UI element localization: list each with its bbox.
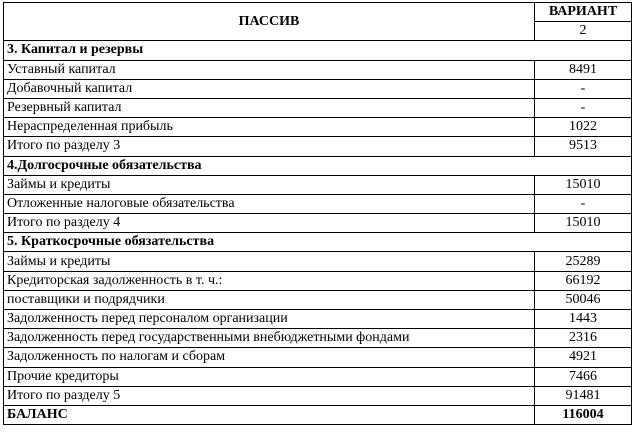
balance-total-row bbox=[4, 405, 632, 424]
variant-number: 2 bbox=[535, 22, 632, 41]
row-label: Займы и кредиты bbox=[4, 252, 535, 271]
row-value: 9513 bbox=[535, 137, 632, 156]
table-row bbox=[4, 310, 632, 329]
row-value: 2316 bbox=[535, 329, 632, 348]
balance-label: БАЛАНС bbox=[4, 405, 535, 424]
row-value: - bbox=[535, 98, 632, 117]
row-value: 8491 bbox=[535, 60, 632, 79]
row-value: 1443 bbox=[535, 310, 632, 329]
row-label: Кредиторская задолженность в т. ч.: bbox=[4, 271, 535, 290]
row-value: 15010 bbox=[535, 175, 632, 194]
table-row bbox=[4, 386, 632, 405]
row-label: Задолженность перед государственными внебюджетными фондами bbox=[4, 329, 535, 348]
row-label: Уставный капитал bbox=[4, 60, 535, 79]
row-value: 4921 bbox=[535, 348, 632, 367]
table-row bbox=[4, 137, 632, 156]
row-value: 1022 bbox=[535, 118, 632, 137]
section-title-row bbox=[4, 41, 632, 60]
section-4-title: 4.Долгосрочные обязательства bbox=[4, 156, 632, 175]
table-row bbox=[4, 194, 632, 213]
row-label: Резервный капитал bbox=[4, 98, 535, 117]
row-value: - bbox=[535, 194, 632, 213]
row-label: Займы и кредиты bbox=[4, 175, 535, 194]
row-value: 7466 bbox=[535, 367, 632, 386]
table-row bbox=[4, 175, 632, 194]
row-label: поставщики и подрядчики bbox=[4, 290, 535, 309]
table-row bbox=[4, 329, 632, 348]
row-value: 66192 bbox=[535, 271, 632, 290]
row-label: Задолженность перед персоналом организации bbox=[4, 310, 535, 329]
table-row bbox=[4, 98, 632, 117]
header-row bbox=[4, 3, 632, 22]
balance-value: 116004 bbox=[535, 405, 632, 424]
table-row bbox=[4, 214, 632, 233]
table-row bbox=[4, 367, 632, 386]
row-value: 25289 bbox=[535, 252, 632, 271]
row-label: Прочие кредиторы bbox=[4, 367, 535, 386]
table-row bbox=[4, 290, 632, 309]
variant-header: ВАРИАНТ bbox=[535, 3, 632, 22]
row-label: Итого по разделу 4 bbox=[4, 214, 535, 233]
row-value: 50046 bbox=[535, 290, 632, 309]
row-label: Добавочный капитал bbox=[4, 79, 535, 98]
row-label: Итого по разделу 5 bbox=[4, 386, 535, 405]
table-row bbox=[4, 118, 632, 137]
table-row bbox=[4, 252, 632, 271]
balance-sheet-table bbox=[3, 2, 632, 425]
table-row bbox=[4, 79, 632, 98]
liabilities-header: ПАССИВ bbox=[4, 3, 535, 41]
row-label: Задолженность по налогам и сборам bbox=[4, 348, 535, 367]
section-3-title: 3. Капитал и резервы bbox=[4, 41, 632, 60]
section-title-row bbox=[4, 156, 632, 175]
table-row bbox=[4, 348, 632, 367]
row-value: - bbox=[535, 79, 632, 98]
table-row bbox=[4, 271, 632, 290]
row-value: 15010 bbox=[535, 214, 632, 233]
row-label: Нераспределенная прибыль bbox=[4, 118, 535, 137]
row-label: Отложенные налоговые обязательства bbox=[4, 194, 535, 213]
row-label: Итого по разделу 3 bbox=[4, 137, 535, 156]
row-value: 91481 bbox=[535, 386, 632, 405]
section-5-title: 5. Краткосрочные обязательства bbox=[4, 233, 632, 252]
section-title-row bbox=[4, 233, 632, 252]
table-row bbox=[4, 60, 632, 79]
